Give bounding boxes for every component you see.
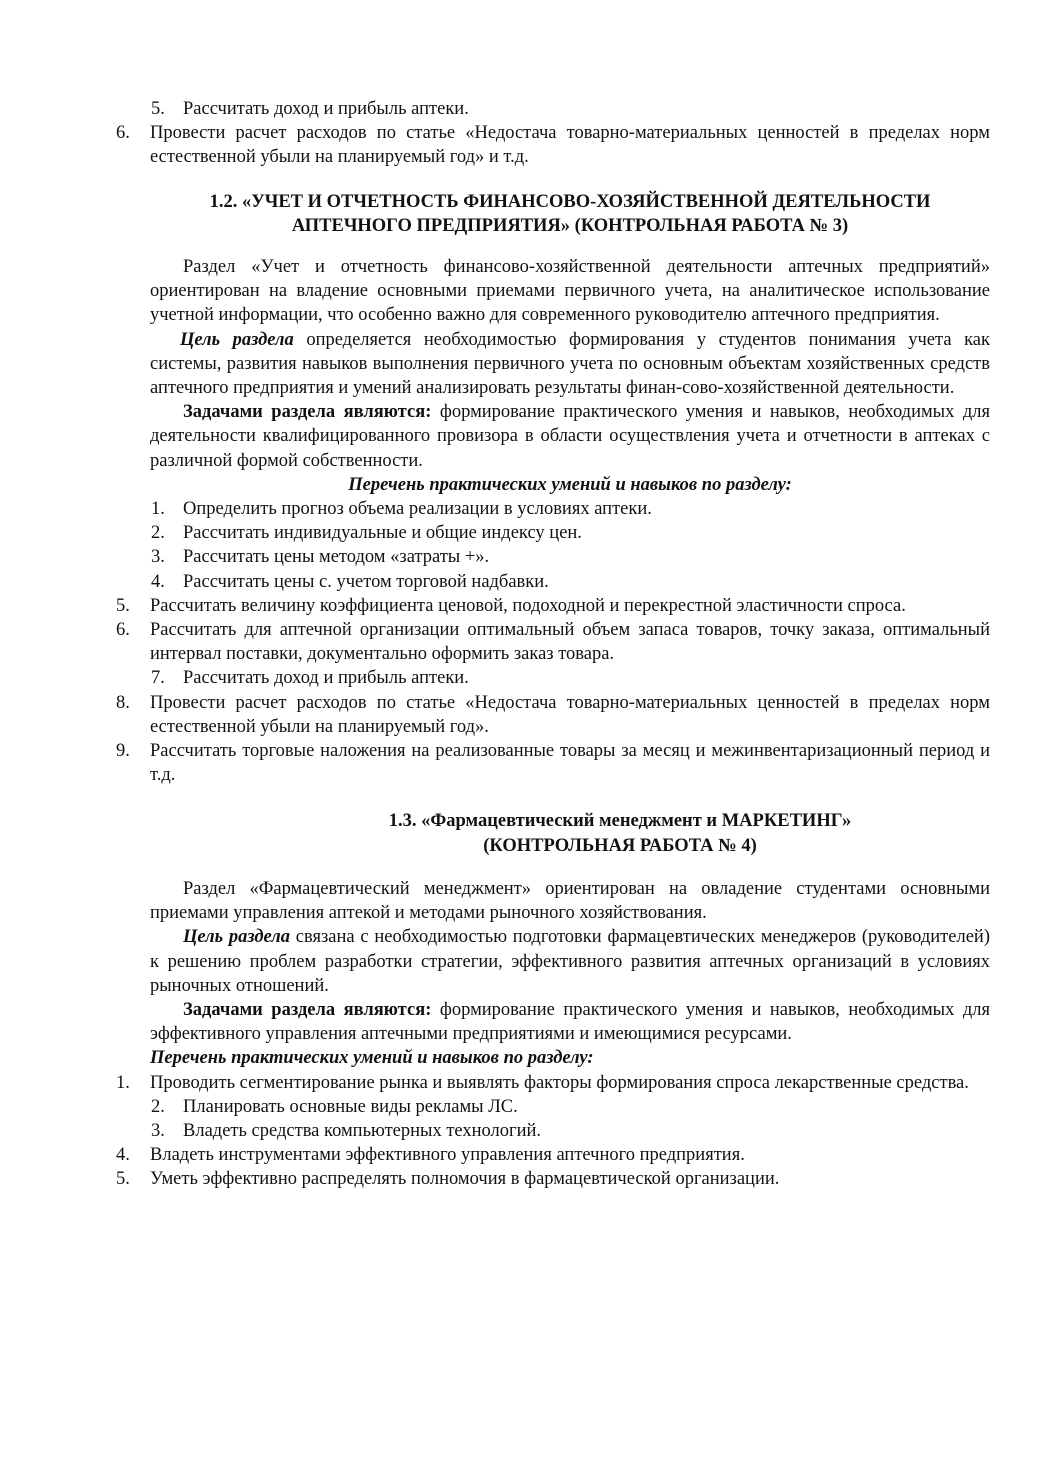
list-number: 4. [116,1145,130,1166]
list-item [150,521,990,545]
section-intro: Раздел «Фармацевтический менеджмент» ориентирован на овладение студентами основными приемами управления аптекой и методами рыночного хозяйствования. [150,878,990,924]
tasks-label: Задачами раздела являются: [183,999,432,1020]
goal-label: Цель раздела [183,927,291,948]
section-title-line2: (КОНТРОЛЬНАЯ РАБОТА № 4) [483,835,757,856]
tasks-label: Задачами раздела являются: [183,402,432,423]
list-item [150,1119,990,1143]
list-item [150,570,990,594]
tasks-text: формирование практического умения и навыков, необходимых для эффективного управления аптечными предприятиями и имеющимися ресурсами. [150,999,990,1045]
list-text: Рассчитать величину коэффициента ценовой, подоходной и перекрестной эластичности спроса. [150,595,906,616]
list-text: Рассчитать индивидуальные и общие индексу цен. [183,523,582,544]
list-number: 1. [116,1072,130,1093]
list-item [116,1071,990,1095]
list-item [150,545,990,569]
list-item [116,691,990,739]
list-text: Определить прогноз объема реализации в условиях аптеки. [183,499,652,520]
list-item [116,739,990,787]
list-number: 3. [151,547,165,568]
list-text: Проводить сегментирование рынка и выявлять факторы формирования спроса лекарственные средства. [150,1072,969,1093]
list-item [116,121,990,169]
section-intro: Раздел «Учет и отчетность финансово-хозяйственной деятельности аптечных предприятий» ориентирован на владение основными приемами первичного учета, на аналитическое использование учетной информации, что особенно важно для современного руководителю аптечного предприятия. [150,257,990,326]
list-text: Рассчитать доход и прибыль аптеки. [183,668,469,689]
section-title [150,809,990,857]
section-goal [150,925,990,998]
goal-text: определяется необходимостью формирования у студентов понимания учета как системы, развития навыков выполнения первичного учета по основным объектам хозяйственных средств аптечного предприятия и умений анализировать результаты финан-сово-хозяйственной деятельности. [150,329,990,399]
list-text: Владеть средства компьютерных технологий. [183,1120,542,1141]
list-number: 5. [151,99,165,119]
skills-heading: Перечень практических умений и навыков по разделу: [150,1048,594,1069]
list-number: 6. [116,620,130,641]
section-tasks [150,400,990,473]
list-number: 6. [116,123,130,144]
skills-heading: Перечень практических умений и навыков по разделу: [348,474,792,495]
section-title-line1: 1.2. «УЧЕТ И ОТЧЕТНОСТЬ ФИНАНСОВО-ХОЗЯЙСТВЕННОЙ ДЕЯТЕЛЬНОСТИ [209,191,931,212]
section-title-line2: АПТЕЧНОГО ПРЕДПРИЯТИЯ» (КОНТРОЛЬНАЯ РАБОТА № 3) [291,215,849,236]
list-number: 4. [151,571,165,592]
list-item [150,666,990,690]
list-text: Уметь эффективно распределять полномочия в фармацевтической организации. [150,1169,780,1190]
section-tasks [150,998,990,1046]
list-number: 2. [151,523,165,544]
list-number: 2. [151,1096,165,1117]
list-text: Рассчитать для аптечной организации оптимальный объем запаса товаров, точку заказа, оптимальный интервал поставки, документально оформить заказ товара. [150,620,990,665]
page-content [116,97,990,1192]
section-title-line1: 1.3. «Фармацевтический менеджмент и МАРКЕТИНГ» [388,811,852,832]
tasks-text: формирование практического умения и навыков, необходимых для деятельности квалифицированного провизора в области осуществления учета и отчетности в аптеках с различной формой собственности. [150,402,990,471]
list-number: 9. [116,741,130,762]
section-goal [150,328,990,401]
list-number: 8. [116,692,130,713]
list-number: 1. [151,499,165,520]
list-text: Рассчитать торговые наложения на реализованные товары за месяц и межинвентаризационный период и т.д. [150,741,990,786]
list-text: Рассчитать доход и прибыль аптеки. [183,99,469,119]
list-number: 5. [116,1169,130,1190]
list-text: Владеть инструментами эффективного управления аптечного предприятия. [150,1145,745,1166]
list-text: Провести расчет расходов по статье «Недостача товарно-материальных ценностей в пределах норм естественной убыли на планируемый год». [150,692,990,737]
list-item [116,1167,990,1191]
goal-text: связана с необходимостью подготовки фармацевтических менеджеров (руководителей) к решению проблем разработки стратегии, эффективного развития аптечных организаций в условиях рыночных отношений. [150,927,990,996]
list-text: Планировать основные виды рекламы ЛС. [183,1096,518,1117]
list-item [150,1095,990,1119]
list-number: 3. [151,1120,165,1141]
list-number: 7. [151,668,165,689]
list-number: 5. [116,595,130,616]
list-item [116,594,990,618]
list-text: Провести расчет расходов по статье «Недостача товарно-материальных ценностей в пределах норм естественной убыли на планируемый год» и т.д. [150,123,990,168]
list-item [150,497,990,521]
list-text: Рассчитать цены с. учетом торговой надбавки. [183,571,549,592]
goal-label: Цель раздела [180,329,294,350]
list-item [116,1143,990,1167]
list-item [116,618,990,666]
section-title [130,190,1010,238]
list-item [150,97,990,121]
list-text: Рассчитать цены методом «затраты +». [183,547,490,568]
